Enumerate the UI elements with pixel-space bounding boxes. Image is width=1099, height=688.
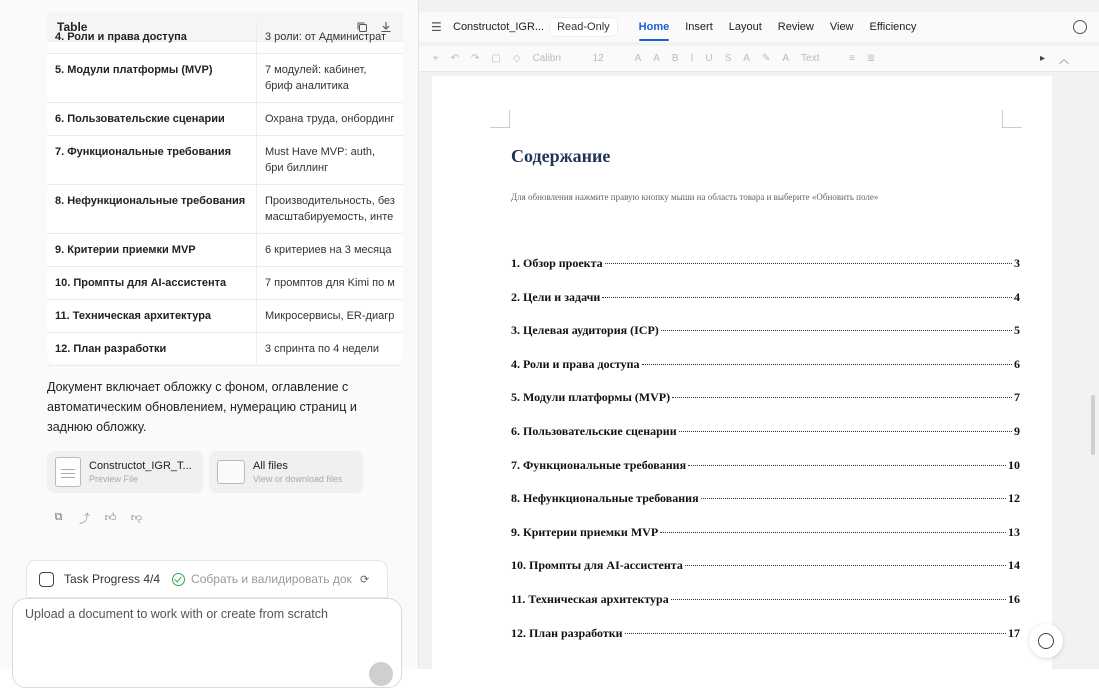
toc-entry-label: 12. План разработки	[511, 625, 623, 640]
current-task-text: Собрать и валидировать док	[191, 572, 352, 586]
toc-entry-label: 8. Нефункциональные требования	[511, 491, 699, 506]
toc-leader-dots	[605, 263, 1012, 264]
align-left-icon[interactable]: ≣	[866, 53, 876, 64]
document-editor	[419, 0, 1099, 669]
page-margin-mark	[1002, 110, 1022, 128]
toc-entry-page: 6	[1014, 356, 1020, 371]
table-cell-section: 5. Модули платформы (MVP)	[47, 54, 257, 102]
menu-icon[interactable]: ☰	[431, 20, 442, 34]
scrollbar-thumb[interactable]	[1091, 395, 1095, 455]
table-row	[47, 21, 403, 54]
toc-entry-page: 9	[1014, 423, 1020, 438]
toc-entry-page: 10	[1008, 457, 1020, 472]
paste-icon[interactable]: ▢	[491, 53, 501, 64]
toc-entry-label: 9. Критерии приемки MVP	[511, 524, 659, 539]
document-file-icon	[55, 457, 81, 487]
table-body	[47, 31, 403, 364]
toc-entry-page: 13	[1008, 524, 1020, 539]
table-cell-summary: Must Have MVP: auth, бри биллинг	[265, 146, 376, 174]
toc-entry-page: 16	[1008, 591, 1020, 606]
share-icon[interactable]: ⤴	[79, 512, 90, 525]
table-cell-section: 11. Техническая архитектура	[47, 300, 257, 332]
eraser-icon[interactable]: ◇	[512, 53, 521, 64]
toc-entry-label: 2. Цели и задачи	[511, 289, 601, 304]
redo-icon[interactable]: ↷	[471, 53, 480, 64]
font-size-select[interactable]: 12	[592, 53, 604, 64]
toc-entry[interactable]	[511, 458, 1020, 492]
toc-leader-dots	[672, 397, 1012, 398]
tab-layout[interactable]: Layout	[728, 21, 762, 33]
toc-entry-label: 10. Промпты для AI-ассистента	[511, 558, 683, 573]
thumbs-up-icon[interactable]: 👍︎	[104, 512, 117, 524]
toc-entry-page: 17	[1008, 625, 1020, 640]
toc-entry-label: 1. Обзор проекта	[511, 256, 603, 270]
formatting-toolbar	[419, 46, 1099, 72]
table-row	[47, 103, 403, 136]
more-tools-icon[interactable]: ▸	[1039, 53, 1045, 64]
check-circle-icon	[172, 573, 185, 586]
robot-icon	[39, 572, 54, 587]
table-cell-summary: Производительность, без масштабируемость, инте	[265, 195, 395, 223]
toc-entry-label: 5. Модули платформы (MVP)	[511, 390, 671, 405]
toc-entry-page: 4	[1014, 289, 1020, 304]
document-page	[432, 76, 1052, 676]
tab-view[interactable]: View	[829, 21, 854, 33]
send-button[interactable]	[369, 662, 393, 686]
toc-entry-label: 7. Функциональные требования	[511, 457, 687, 472]
summary-text: Документ включает обложку с фоном, оглавление с автоматическим обновлением, нумерацию страниц и заднюю обложку.	[47, 380, 357, 434]
toc-leader-dots	[688, 465, 1006, 466]
toc-entry-label: 4. Роли и права доступа	[511, 356, 640, 371]
assistant-icon[interactable]	[1073, 20, 1087, 34]
toc-leader-dots	[685, 565, 1006, 566]
file-chip-document[interactable]	[47, 451, 203, 493]
toc-leader-dots	[661, 330, 1012, 331]
toc-entry[interactable]	[511, 592, 1020, 626]
toc-update-hint: Для обновления нажмите правую кнопку мыши на область товара и выберите «Обновить поле»	[511, 192, 879, 202]
table-row	[47, 333, 403, 366]
table-card	[47, 12, 403, 364]
table-cell-section: 10. Промпты для AI-ассистента	[47, 267, 257, 299]
table-cell-summary: 7 промптов для Kimi по м	[265, 277, 395, 289]
toc-entry[interactable]	[511, 558, 1020, 592]
text-color-icon[interactable]: A	[782, 53, 790, 64]
toc-entry-page: 7	[1014, 390, 1020, 405]
chat-panel	[0, 0, 418, 669]
decrease-font-icon[interactable]: A	[653, 53, 660, 64]
underline-icon[interactable]: U	[705, 53, 713, 64]
style-select[interactable]: Text	[801, 53, 820, 64]
table-row	[47, 54, 403, 103]
toc-entry-page: 12	[1008, 491, 1020, 506]
thumbs-down-icon[interactable]: 👎︎	[130, 512, 143, 524]
task-progress-label: Task Progress 4/4	[64, 572, 161, 586]
refresh-icon[interactable]: ⟳	[360, 573, 370, 586]
table-row	[47, 234, 403, 267]
table-cell-summary: Охрана труда, онбординг	[265, 113, 395, 125]
task-progress-bar[interactable]	[26, 560, 388, 598]
table-title: Table	[57, 19, 88, 34]
table-cell-summary: 3 спринта по 4 недели	[265, 343, 380, 355]
table-of-contents	[511, 256, 1020, 659]
toc-leader-dots	[679, 431, 1012, 432]
toc-entry[interactable]	[511, 357, 1020, 391]
toc-leader-dots	[602, 297, 1012, 298]
toc-entry-label: 6. Пользовательские сценарии	[511, 423, 677, 438]
tab-home[interactable]: Home	[638, 21, 670, 33]
toc-leader-dots	[671, 599, 1006, 600]
tab-review[interactable]: Review	[777, 21, 814, 33]
tab-insert[interactable]: Insert	[685, 21, 713, 33]
message-composer	[12, 598, 402, 688]
collapse-toolbar-icon[interactable]: ︿	[1059, 55, 1069, 66]
italic-icon[interactable]: I	[690, 53, 694, 64]
bold-icon[interactable]: B	[671, 53, 679, 64]
table-cell-section: 4. Роли и права доступа	[47, 21, 257, 53]
table-cell-section: 8. Нефункциональные требования	[47, 185, 257, 233]
increase-font-icon[interactable]: A	[634, 53, 642, 64]
table-cell-summary: 6 критериев на 3 месяца	[265, 244, 392, 256]
file-sub: View or download files	[253, 474, 343, 484]
assistant-face-icon	[1038, 633, 1054, 649]
table-cell-section: 6. Пользовательские сценарии	[47, 103, 257, 135]
font-family-select[interactable]: Calibri	[532, 53, 561, 64]
table-cell-summary: 7 модулей: кабинет, бриф аналитика	[265, 64, 367, 92]
toc-entry[interactable]	[511, 323, 1020, 357]
toc-entry[interactable]	[511, 290, 1020, 324]
toc-entry[interactable]	[511, 424, 1020, 458]
table-cell-section: 9. Критерии приемки MVP	[47, 234, 257, 266]
table-row	[47, 185, 403, 234]
toc-leader-dots	[642, 364, 1012, 365]
toc-entry[interactable]	[511, 626, 1020, 660]
toc-entry-page: 5	[1014, 323, 1020, 338]
file-name: Constructot_IGR_T...	[89, 460, 192, 472]
tab-efficiency[interactable]: Efficiency	[869, 21, 917, 33]
strikethrough-icon[interactable]: S	[724, 53, 732, 64]
document-filename[interactable]: Constructot_IGR...	[453, 21, 545, 33]
table-row	[47, 267, 403, 300]
table-cell-summary: Микросервисы, ER-диагр	[265, 310, 395, 322]
read-only-badge: Read-Only	[550, 18, 617, 36]
table-cell-summary: 3 роли: от Администрат	[265, 31, 387, 43]
toc-leader-dots	[660, 532, 1006, 533]
table-row	[47, 300, 403, 333]
message-input[interactable]	[25, 607, 385, 621]
file-name: All files	[253, 460, 288, 472]
toc-entry-label: 3. Целевая аудитория (ICP)	[511, 323, 659, 338]
highlight-icon[interactable]: ✎	[761, 53, 771, 64]
toc-leader-dots	[701, 498, 1006, 499]
table-cell-section: 7. Функциональные требования	[47, 136, 257, 184]
copy-icon[interactable]: ⧉	[54, 511, 63, 523]
toc-entry[interactable]	[511, 390, 1020, 424]
table-row	[47, 136, 403, 185]
toc-leader-dots	[625, 633, 1006, 634]
toc-entry-page: 14	[1008, 558, 1020, 573]
toc-entry[interactable]	[511, 525, 1020, 559]
toc-entry[interactable]	[511, 491, 1020, 525]
toc-heading: Содержание	[511, 146, 611, 166]
format-painter-icon[interactable]: ⌖	[433, 53, 439, 64]
editor-topbar	[419, 12, 1099, 42]
file-sub: Preview File	[89, 474, 139, 484]
table-cell-section: 12. План разработки	[47, 333, 257, 365]
toc-entry-label: 11. Техническая архитектура	[511, 591, 669, 606]
toc-entry[interactable]	[511, 256, 1020, 290]
undo-icon[interactable]: ↶	[450, 53, 460, 64]
file-chip-all-files[interactable]	[209, 451, 363, 493]
font-color-icon[interactable]: A	[743, 53, 750, 64]
toc-entry-page: 3	[1014, 256, 1020, 270]
align-center-icon[interactable]: ≡	[849, 53, 855, 64]
table	[47, 21, 403, 366]
page-margin-mark	[490, 110, 510, 128]
message-actions	[52, 511, 143, 524]
floating-assistant-button[interactable]	[1029, 624, 1063, 658]
folder-icon	[217, 460, 245, 484]
